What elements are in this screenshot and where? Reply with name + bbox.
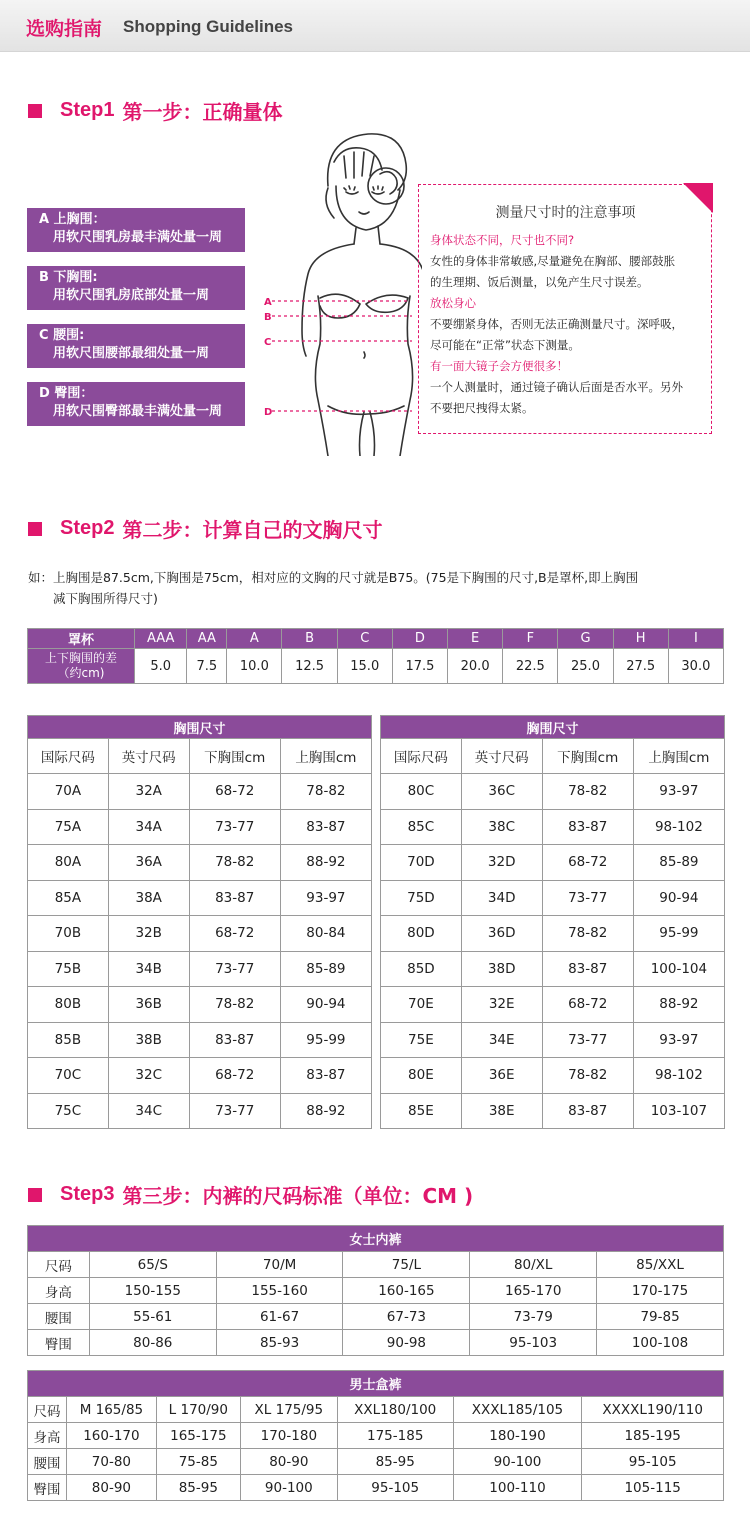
note-heading-3: 有一面大镜子会方便很多！ [430, 359, 568, 373]
table-cell: 180-190 [453, 1423, 582, 1449]
table-cell: 34A [108, 809, 189, 845]
table-title: 男士盒裤 [28, 1371, 724, 1397]
cup-cell: AA [187, 629, 227, 649]
measure-label-b-title: B 下胸围: [39, 270, 98, 285]
table-row [28, 1278, 724, 1304]
table-row [28, 1330, 724, 1356]
table-cell: 98-102 [633, 809, 724, 845]
table-row [28, 774, 372, 810]
column-header: 上胸围cm [280, 739, 371, 774]
table-cell: 78-82 [189, 987, 280, 1023]
cup-cell: C [337, 629, 392, 649]
cup-cell: A [227, 629, 282, 649]
bra-size-table-left [27, 715, 372, 1129]
note-text-3a: 一个人测量时，通过镜子确认后面是否水平。另外 [430, 380, 683, 394]
header-title-en: Shopping Guidelines [123, 17, 293, 36]
table-cell: 75D [381, 880, 462, 916]
corner-triangle-icon [683, 183, 713, 213]
table-cell: 尺码 [28, 1397, 67, 1423]
table-cell: 70/M [216, 1252, 343, 1278]
table-cell: 85E [381, 1093, 462, 1129]
table-cell: 85C [381, 809, 462, 845]
table-row [28, 1397, 724, 1423]
diff-cell: 5.0 [135, 649, 187, 684]
table-cell: 95-105 [582, 1449, 724, 1475]
table-cell: 85-95 [337, 1449, 453, 1475]
note-heading-2: 放松身心 [430, 296, 476, 310]
size-example-text [28, 567, 728, 609]
column-header: 下胸围cm [542, 739, 633, 774]
column-header: 下胸围cm [189, 739, 280, 774]
table-cell: 103-107 [633, 1093, 724, 1129]
table-cell: 100-108 [597, 1330, 724, 1356]
table-cell: 36C [461, 774, 542, 810]
header-title-cn: 选购指南 [26, 18, 103, 40]
table-cell: 78-82 [189, 845, 280, 881]
step1-title-cn: 第一步：正确量体 [122, 100, 283, 124]
table-cell: 36E [461, 1058, 542, 1094]
square-bullet-icon [28, 1188, 42, 1202]
table-cell: 93-97 [633, 1022, 724, 1058]
square-bullet-icon [28, 522, 42, 536]
table-cell: 34C [108, 1093, 189, 1129]
column-header: 英寸尺码 [108, 739, 189, 774]
table-cell: XL 175/95 [240, 1397, 337, 1423]
table-cell: 70D [381, 845, 462, 881]
table-cell: 腰围 [28, 1449, 67, 1475]
table-cell: 38A [108, 880, 189, 916]
table-cell: 90-94 [280, 987, 371, 1023]
table-cell: 68-72 [542, 845, 633, 881]
table-cell: 臀围 [28, 1330, 90, 1356]
cup-head: 罩杯 [28, 629, 135, 649]
diff-cell: 17.5 [392, 649, 447, 684]
table-cell: 32D [461, 845, 542, 881]
diff-head [28, 649, 135, 684]
table-cell: 75/L [343, 1252, 470, 1278]
square-bullet-icon [28, 104, 42, 118]
table-cell: 80C [381, 774, 462, 810]
table-title: 胸围尺寸 [381, 716, 725, 739]
measure-label-d-desc: 用软尺围臀部最丰满处量一周 [53, 404, 223, 419]
measure-label-a-desc: 用软尺围乳房最丰满处量一周 [53, 230, 223, 245]
table-cell: 80-90 [240, 1449, 337, 1475]
diff-cell: 15.0 [337, 649, 392, 684]
table-cell: 73-77 [542, 880, 633, 916]
table-cell: 腰围 [28, 1304, 90, 1330]
table-cell: 36B [108, 987, 189, 1023]
table-cell: 70A [28, 774, 109, 810]
table-cell: 34D [461, 880, 542, 916]
table-cell: 32E [461, 987, 542, 1023]
women-underwear-table [27, 1225, 724, 1356]
table-cell: 78-82 [280, 774, 371, 810]
table-cell: 55-61 [89, 1304, 216, 1330]
table-cell: 85-93 [216, 1330, 343, 1356]
table-cell: 34E [461, 1022, 542, 1058]
table-cell: 93-97 [280, 880, 371, 916]
table-cell: 61-67 [216, 1304, 343, 1330]
table-cell: 73-79 [470, 1304, 597, 1330]
table-row [381, 1058, 725, 1094]
table-cell: 90-98 [343, 1330, 470, 1356]
table-cell: 尺码 [28, 1252, 90, 1278]
table-cell: 100-110 [453, 1475, 582, 1501]
cup-row [28, 629, 724, 649]
measure-label-c [27, 324, 245, 368]
table-row [381, 809, 725, 845]
table-cell: 36A [108, 845, 189, 881]
table-cell: 38E [461, 1093, 542, 1129]
note-heading-1: 身体状态不同，尺寸也不同? [430, 233, 575, 247]
table-cell: 100-104 [633, 951, 724, 987]
diff-cell: 25.0 [558, 649, 613, 684]
table-row [381, 916, 725, 952]
table-cell: L 170/90 [156, 1397, 240, 1423]
table-row [28, 809, 372, 845]
diff-row [28, 649, 724, 684]
table-cell: 160-170 [67, 1423, 157, 1449]
table-cell: 98-102 [633, 1058, 724, 1094]
table-cell: 150-155 [89, 1278, 216, 1304]
note-text-3b: 不要把尺拽得太紧。 [430, 401, 534, 415]
diff-cell: 20.0 [448, 649, 503, 684]
table-cell: 70C [28, 1058, 109, 1094]
table-cell: XXL180/100 [337, 1397, 453, 1423]
column-header: 国际尺码 [381, 739, 462, 774]
table-cell: 70E [381, 987, 462, 1023]
table-cell: 身高 [28, 1423, 67, 1449]
table-cell: 170-180 [240, 1423, 337, 1449]
diff-cell: 10.0 [227, 649, 282, 684]
table-cell: 34B [108, 951, 189, 987]
table-row [381, 774, 725, 810]
table-cell: XXXL185/105 [453, 1397, 582, 1423]
step2-title-cn: 第二步：计算自己的文胸尺寸 [122, 518, 383, 542]
measure-label-b-desc: 用软尺围乳房底部处量一周 [53, 288, 210, 303]
table-row [381, 880, 725, 916]
table-cell: 75E [381, 1022, 462, 1058]
table-row [28, 1252, 724, 1278]
table-cell: 85-89 [633, 845, 724, 881]
table-row [28, 1058, 372, 1094]
table-cell: 85A [28, 880, 109, 916]
diff-cell: 12.5 [282, 649, 337, 684]
table-cell: 165-170 [470, 1278, 597, 1304]
table-row [28, 845, 372, 881]
table-cell: 85D [381, 951, 462, 987]
table-row [381, 1093, 725, 1129]
table-cell: 80-84 [280, 916, 371, 952]
table-cell: 175-185 [337, 1423, 453, 1449]
diff-cell: 7.5 [187, 649, 227, 684]
table-cell: 88-92 [280, 845, 371, 881]
table-cell: 70B [28, 916, 109, 952]
table-row [28, 951, 372, 987]
example-line-1: 如：上胸围是87.5cm,下胸围是75cm，相对应的文胸的尺寸就是B75。(75是下胸围的尺寸,B是罩杯,即上胸围 [28, 570, 639, 585]
measure-label-d-title: D 臀围： [39, 386, 94, 401]
column-header: 国际尺码 [28, 739, 109, 774]
table-cell: 67-73 [343, 1304, 470, 1330]
table-cell: 78-82 [542, 916, 633, 952]
table-row [381, 951, 725, 987]
bra-size-table-right [380, 715, 725, 1129]
diff-cell: 22.5 [503, 649, 558, 684]
table-cell: M 165/85 [67, 1397, 157, 1423]
measure-label-b [27, 266, 245, 310]
step3-title-cn: 第三步：内裤的尺码标准（单位：CM ) [122, 1184, 474, 1208]
cup-cell: D [392, 629, 447, 649]
note-text-1b: 的生理期、饭后测量，以免产生尺寸误差。 [430, 275, 649, 289]
table-cell: 83-87 [189, 880, 280, 916]
table-cell: 95-99 [280, 1022, 371, 1058]
table-row [28, 1093, 372, 1129]
table-cell: 105-115 [582, 1475, 724, 1501]
measure-label-c-title: C 腰围: [39, 328, 85, 343]
table-cell: 38D [461, 951, 542, 987]
table-cell: 75A [28, 809, 109, 845]
step1-title-en: Step1 [60, 99, 115, 121]
table-row [28, 880, 372, 916]
table-row [381, 1022, 725, 1058]
table-cell: 38B [108, 1022, 189, 1058]
diff-head-line-1: 上下胸围的差 [44, 651, 117, 665]
table-cell: 90-94 [633, 880, 724, 916]
step1-title [28, 96, 282, 125]
table-cell: 身高 [28, 1278, 90, 1304]
cup-cell: H [613, 629, 668, 649]
cup-cell: F [503, 629, 558, 649]
step2-title-en: Step2 [60, 517, 115, 539]
table-cell: 80A [28, 845, 109, 881]
measurement-notes-box [418, 184, 712, 434]
table-cell: 83-87 [280, 809, 371, 845]
table-cell: 70-80 [67, 1449, 157, 1475]
table-cell: 80E [381, 1058, 462, 1094]
table-row [381, 845, 725, 881]
table-cell: 80/XL [470, 1252, 597, 1278]
table-cell: 83-87 [542, 1093, 633, 1129]
measure-label-a [27, 208, 245, 252]
table-row [28, 987, 372, 1023]
table-cell: 155-160 [216, 1278, 343, 1304]
table-cell: 185-195 [582, 1423, 724, 1449]
diff-head-line-2: （约cm) [57, 666, 105, 680]
table-cell: 68-72 [189, 774, 280, 810]
measure-label-d [27, 382, 245, 426]
body-measurement-illustration [262, 126, 422, 456]
step3-title-en: Step3 [60, 1183, 115, 1205]
table-cell: 170-175 [597, 1278, 724, 1304]
table-cell: XXXXL190/110 [582, 1397, 724, 1423]
table-cell: 32B [108, 916, 189, 952]
table-row [28, 1304, 724, 1330]
table-cell: 83-87 [542, 951, 633, 987]
table-cell: 85-89 [280, 951, 371, 987]
table-cell: 90-100 [453, 1449, 582, 1475]
table-cell: 73-77 [189, 809, 280, 845]
table-cell: 32A [108, 774, 189, 810]
cup-cell: G [558, 629, 613, 649]
table-cell: 80-90 [67, 1475, 157, 1501]
table-cell: 83-87 [189, 1022, 280, 1058]
page-header [0, 0, 750, 52]
table-cell: 88-92 [280, 1093, 371, 1129]
table-title: 女士内裤 [28, 1226, 724, 1252]
table-row [28, 1022, 372, 1058]
table-cell: 臀围 [28, 1475, 67, 1501]
table-cell: 38C [461, 809, 542, 845]
table-cell: 32C [108, 1058, 189, 1094]
table-row [28, 1475, 724, 1501]
marker-b: B [264, 312, 272, 323]
note-text-2a: 不要绷紧身体，否则无法正确测量尺寸。深呼吸， [430, 317, 683, 331]
table-row [28, 1449, 724, 1475]
table-cell: 95-99 [633, 916, 724, 952]
table-cell: 95-105 [337, 1475, 453, 1501]
diff-cell: 30.0 [668, 649, 723, 684]
marker-a: A [264, 297, 272, 308]
table-cell: 90-100 [240, 1475, 337, 1501]
table-cell: 75B [28, 951, 109, 987]
column-header: 上胸围cm [633, 739, 724, 774]
table-title: 胸围尺寸 [28, 716, 372, 739]
marker-c: C [264, 337, 272, 348]
cup-size-table [27, 628, 724, 684]
table-cell: 83-87 [280, 1058, 371, 1094]
step3-title [28, 1180, 473, 1209]
table-cell: 88-92 [633, 987, 724, 1023]
table-row [28, 916, 372, 952]
table-row [381, 987, 725, 1023]
table-cell: 75-85 [156, 1449, 240, 1475]
table-cell: 85B [28, 1022, 109, 1058]
table-cell: 73-77 [189, 951, 280, 987]
table-cell: 93-97 [633, 774, 724, 810]
step2-title [28, 514, 382, 543]
table-cell: 68-72 [542, 987, 633, 1023]
table-cell: 78-82 [542, 774, 633, 810]
table-cell: 75C [28, 1093, 109, 1129]
column-header: 英寸尺码 [461, 739, 542, 774]
table-cell: 36D [461, 916, 542, 952]
marker-d: D [264, 407, 273, 418]
notes-title: 测量尺寸时的注意事项 [495, 205, 636, 221]
table-cell: 83-87 [542, 809, 633, 845]
table-cell: 85/XXL [597, 1252, 724, 1278]
measure-label-a-title: A 上胸围： [39, 212, 106, 227]
table-cell: 80B [28, 987, 109, 1023]
table-cell: 80D [381, 916, 462, 952]
table-cell: 95-103 [470, 1330, 597, 1356]
table-cell: 85-95 [156, 1475, 240, 1501]
cup-cell: E [448, 629, 503, 649]
men-boxer-table [27, 1370, 724, 1501]
cup-cell: I [668, 629, 723, 649]
table-cell: 79-85 [597, 1304, 724, 1330]
cup-cell: B [282, 629, 337, 649]
table-cell: 80-86 [89, 1330, 216, 1356]
diff-cell: 27.5 [613, 649, 668, 684]
example-line-2: 减下胸围所得尺寸) [53, 591, 158, 606]
table-cell: 78-82 [542, 1058, 633, 1094]
cup-cell: AAA [135, 629, 187, 649]
table-cell: 165-175 [156, 1423, 240, 1449]
note-text-2b: 尽可能在“正常”状态下测量。 [430, 338, 580, 352]
table-cell: 65/S [89, 1252, 216, 1278]
measure-label-c-desc: 用软尺围腰部最细处量一周 [53, 346, 210, 361]
table-cell: 68-72 [189, 1058, 280, 1094]
table-cell: 73-77 [542, 1022, 633, 1058]
table-cell: 73-77 [189, 1093, 280, 1129]
table-cell: 160-165 [343, 1278, 470, 1304]
table-cell: 68-72 [189, 916, 280, 952]
note-text-1a: 女性的身体非常敏感,尽量避免在胸部、腰部鼓胀 [430, 254, 676, 268]
table-row [28, 1423, 724, 1449]
